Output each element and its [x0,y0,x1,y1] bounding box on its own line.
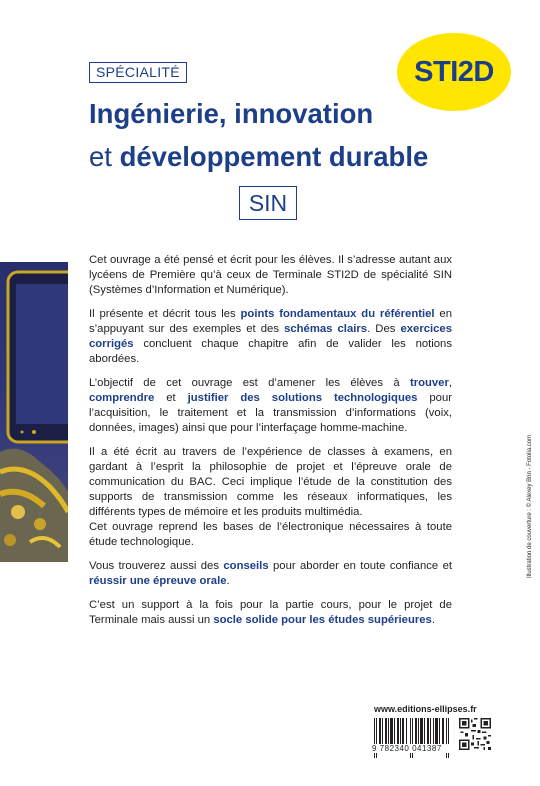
description-text [89,253,452,637]
title-line-2-prefix: et [89,141,120,172]
qr-code-icon [459,718,491,750]
sin-label: SIN [239,186,297,220]
emphasis: socle solide pour les études supérieures [213,614,432,626]
paragraph-4: Il a été écrit au travers de l’expérience de classes à examens, en gardant à l’esprit la philosophie de projet et l’épreuve orale de communication du BAC. Ceci implique l’étude de la constitution des supports de transmission comme les réseaux informatiques, les différents types de mémoire et les produits multimédia. [89,446,452,518]
badge-label: STI2D [414,55,494,88]
emphasis: points fondamentaux du référentiel [240,308,435,320]
text: et [154,392,188,404]
paragraph-3 [89,376,452,436]
emphasis: conseils [223,560,269,572]
emphasis: exercices corrigés [89,323,452,350]
title-line-1: Ingénierie, innovation [89,98,374,129]
text: . Des [367,323,401,335]
title-line-2-bold: développement durable [119,141,429,172]
emphasis: comprendre [89,392,155,404]
text: Vous trouverez aussi des [89,560,224,572]
text: pour l’acquisition, le traitement et la transmission d’informations (voix, données, images) ainsi que pour l’interfaçage homme-machine. [89,392,452,434]
sti2d-badge [397,33,511,111]
text: C’est un support à la fois pour la partie cours, pour le projet de Terminale mais aussi un [89,599,452,626]
text: concluent chaque chapitre afin de valider les notions abordées. [89,338,452,365]
text: en s’appuyant sur des exemples et des [89,308,452,335]
text: pour aborder en toute confiance et [268,560,452,572]
text: . [431,614,435,626]
emphasis: trouver [409,377,449,389]
emphasis: justifier des solutions technologiques [187,392,418,404]
paragraph-2 [89,307,452,367]
emphasis: schémas clairs [284,323,368,335]
paragraph-7 [89,598,452,628]
isbn-number: 9 782340 041387 [372,744,456,753]
title-line-2 [89,141,428,173]
emphasis: réussir une épreuve orale [89,575,227,587]
text: , [448,377,452,389]
text: . [226,575,230,587]
paragraph-5: Cet ouvrage reprend les bases de l’électronique nécessaires à toute étude technologique. [89,521,452,548]
text: L’objectif de cet ouvrage est d’amener les élèves à [89,377,410,389]
paragraph-1: Cet ouvrage a été pensé et écrit pour les élèves. Il s’adresse autant aux lycéens de Première qu’à ceux de Terminale STI2D de spécialité SIN (Systèmes d’Information et Numérique). [89,254,452,296]
publisher-website: www.editions-ellipses.fr [374,704,477,714]
paragraph-6 [89,559,452,589]
illustration-credit: Illustration de couverture : © Alexey Brin - Fotolia.com [527,434,533,578]
specialite-label: SPÉCIALITÉ [89,62,187,83]
side-illustration [0,262,68,562]
text: Il présente et décrit tous les [89,308,241,320]
